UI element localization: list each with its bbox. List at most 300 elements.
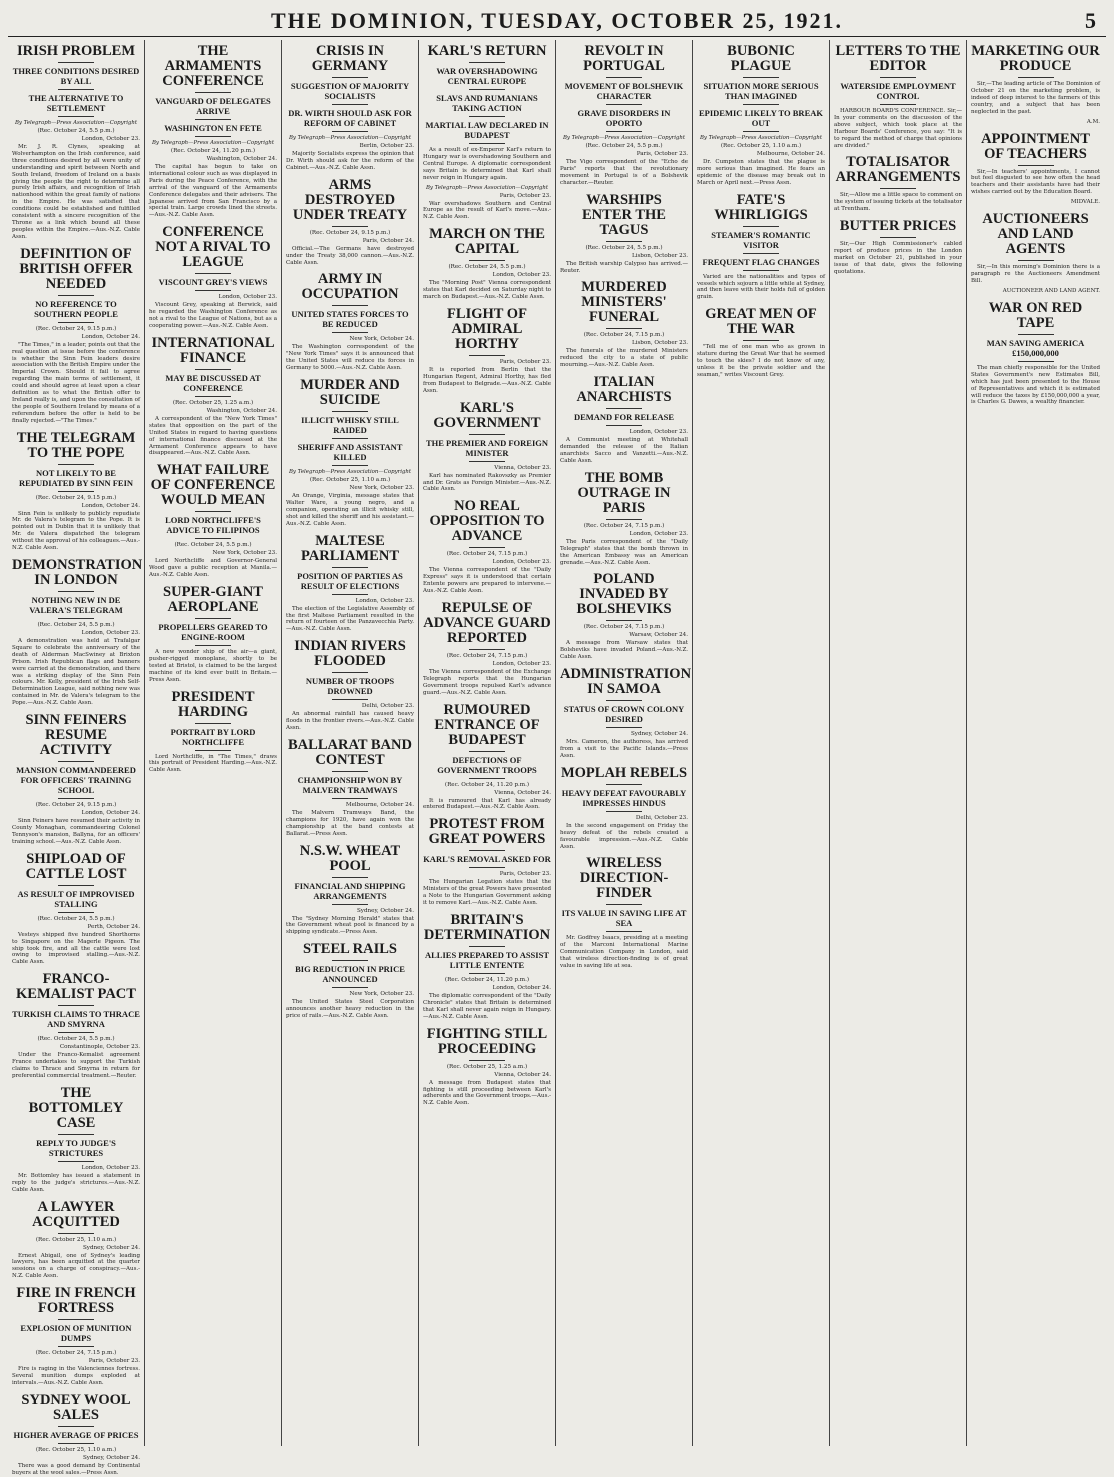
article-subhead: WASHINGTON EN FETE	[164, 123, 262, 133]
article	[560, 375, 688, 465]
article-subhead: WAR OVERSHADOWING CENTRAL EUROPE	[436, 66, 538, 86]
article-headline: N.S.W. WHEAT POOL	[299, 842, 401, 874]
article-headline: WARSHIPS ENTER THE TAGUS	[582, 191, 666, 238]
article	[423, 307, 551, 395]
divider	[1018, 77, 1054, 78]
article-subhead: UNITED STATES FORCES TO BE REDUCED	[291, 309, 409, 330]
article-paragraph: The "Sydney Morning Herald" states that the Government wheat pool is financed by a shipping syndicate.—Press Assn.	[286, 915, 414, 936]
article-dateline: Paris, October 23.	[88, 1358, 140, 1365]
article-paragraph: The capital has begun to take on international colour such as was displayed in Paris during the Peace Conference, with the arrival of the vanguard of the Armaments Conference delegates and their advisers. The Japanese arrived from San Francisco by a special train. Large crowds lined the streets.—Aus.-N.Z. Cable Assn.	[149, 164, 277, 219]
divider	[58, 912, 94, 913]
divider	[195, 396, 231, 397]
article	[423, 227, 551, 301]
divider	[58, 1443, 94, 1444]
divider	[195, 750, 231, 751]
article-headline: FRANCO-KEMALIST PACT	[16, 971, 136, 1003]
article-paragraph: "Tell me of one man who as grown in stature during the Great War that he seemed to touch the skies? I do not know of any, unless it be the private soldier and the seaman," writes Viscount Grey.	[697, 344, 825, 378]
article-paragraph: The Vienna correspondent of the "Daily Express" says it is understood that certain Entente powers are prepared to intervene.—Aus.-N.Z. Cable Assn.	[423, 567, 551, 595]
divider	[606, 241, 642, 242]
article-received: (Rec. October 24, 5.5 p.m.)	[585, 244, 663, 251]
divider	[58, 116, 94, 117]
article-subhead: NOTHING NEW IN DE VALERA'S TELEGRAM	[29, 595, 123, 615]
article-paragraph: Majority Socialists express the opinion that Dr. Wirth should ask for the reform of the Cabinet.—Aus.-N.Z. Cable Assn.	[286, 151, 414, 171]
article-headline: APPOINTMENT OF TEACHERS	[981, 130, 1090, 162]
article-dateline: New York, October 23.	[349, 991, 414, 998]
article-paragraph: An abnormal rainfall has caused heavy floods in the frontier rivers.—Aus.-N.Z. Cable Assn.	[286, 711, 414, 732]
divider	[58, 464, 94, 465]
article-headline: SUPER-GIANT AEROPLANE	[163, 584, 263, 616]
article-subhead: THE ALTERNATIVE TO SETTLEMENT	[28, 93, 124, 113]
article	[560, 280, 688, 369]
article-dateline: London, October 23.	[492, 559, 551, 566]
article-credit: By Telegraph—Press Association—Copyright	[288, 469, 412, 476]
article-headline: MARKETING OUR PRODUCE	[971, 43, 1100, 74]
divider	[606, 727, 642, 728]
article	[286, 844, 414, 937]
article-dateline: Washington, October 24.	[206, 407, 277, 414]
article	[12, 1200, 140, 1281]
masthead	[0, 8, 1114, 34]
divider	[58, 1233, 94, 1234]
article	[12, 431, 140, 552]
divider	[195, 119, 231, 120]
article-headline: KARL'S RETURN	[427, 43, 547, 59]
divider	[332, 877, 368, 878]
article-headline: FLIGHT OF ADMIRAL HORTHY	[447, 305, 527, 352]
article	[286, 272, 414, 372]
divider	[880, 104, 916, 105]
article-received: (Rec. October 24, 7.15 p.m.)	[446, 652, 528, 659]
article-dateline: London, October 23.	[629, 429, 688, 436]
article-received: (Rec. October 24, 7.15 p.m.)	[583, 624, 665, 631]
article-dateline: Constantinople, October 23.	[59, 1044, 140, 1051]
article-dateline: London, October 24.	[81, 333, 140, 340]
article-dateline: London, October 24.	[492, 985, 551, 991]
article-received: (Rec. October 24, 5.5 p.m.)	[448, 264, 526, 271]
divider	[332, 960, 368, 961]
article	[697, 193, 825, 302]
article-dateline: Lisbon, October 23.	[631, 252, 688, 259]
article-credit: By Telegraph—Press Association—Copyright	[699, 135, 823, 141]
article-dateline: Delhi, October 23.	[635, 814, 688, 821]
article-headline: REPULSE OF ADVANCE GUARD REPORTED	[423, 599, 551, 646]
article	[423, 601, 551, 697]
divider	[58, 1426, 94, 1427]
divider	[743, 253, 779, 254]
divider	[606, 408, 642, 409]
divider	[58, 491, 94, 492]
article-paragraph: Sinn Feiners have resumed their activity in County Monaghan, commandeering Colonel Tennyson's mansion, Ballyna, for an officers' training school.—Aus.-N.Z. Cable Assn.	[12, 818, 140, 845]
article-received: (Rec. October 24, 11.20 p.m.)	[170, 148, 256, 154]
article-headline: DEFINITION OF BRITISH OFFER NEEDED	[19, 245, 133, 292]
article-subhead: MANSION COMMANDEERED FOR OFFICERS' TRAINING SCHOOL	[16, 765, 136, 796]
article-dateline: Paris, October 24.	[362, 237, 414, 244]
article-dateline: Vienna, October 24.	[494, 1071, 551, 1078]
newspaper-title: THE DOMINION, TUESDAY, OCTOBER 25, 1921.	[270, 8, 844, 33]
divider	[332, 104, 368, 105]
article-headline: BUTTER PRICES	[839, 218, 957, 235]
article	[12, 1086, 140, 1194]
article-dateline: London, October 23.	[81, 136, 140, 142]
article-subhead: MOVEMENT OF BOLSHEVIK CHARACTER	[564, 81, 684, 101]
divider	[332, 226, 368, 227]
article-subhead: LORD NORTHCLIFFE'S ADVICE TO FILIPINOS	[165, 515, 261, 536]
article	[12, 1393, 140, 1477]
article-paragraph: The Malvern Tramways Band, the champions for 1920, have again won the championship at the band contests at Ballarat.—Press Assn.	[286, 809, 414, 837]
divider	[58, 62, 94, 63]
article-subhead: WATERSIDE EMPLOYMENT CONTROL	[840, 81, 956, 101]
article-paragraph: HARBOUR BOARD'S CONFERENCE. Sir,—In your comments on the discussion of the above subject, which took place at the Harbour Boards' Conference, you say: "It is to regard the method of charge that opinions are divided."	[834, 108, 962, 149]
article-paragraph: Varied are the nationalities and types of vessels which sojourn a little while at Sydney, and then leave with their holds full of golden grain.	[697, 273, 825, 301]
divider	[58, 618, 94, 619]
article-headline: FATE'S WHIRLIGIGS	[714, 191, 808, 223]
article-dateline: London, October 23.	[492, 660, 551, 667]
article	[149, 463, 277, 579]
article-dateline: New York, October 23.	[349, 485, 414, 492]
article-dateline: Sydney, October 24.	[82, 1454, 140, 1461]
divider	[195, 723, 231, 724]
divider	[606, 425, 642, 426]
article-dateline: London, October 23.	[81, 630, 140, 636]
article-headline: INTERNATIONAL FINANCE	[151, 334, 275, 366]
divider	[469, 649, 505, 650]
article-headline: FIGHTING STILL PROCEEDING	[426, 1025, 548, 1057]
article-headline: MALTESE PARLIAMENT	[300, 532, 399, 564]
article-paragraph: The funerals of the murdered Ministers reduced the city to a state of public mourning.—Aus.-N.Z. Cable Assn.	[560, 348, 688, 369]
article-subhead: FREQUENT FLAG CHANGES	[702, 256, 820, 267]
article	[423, 1027, 551, 1108]
article-paragraph: Mrs. Cameron, the authoress, has arrived from a visit to the Pacific Islands.—Press Assn.	[560, 739, 688, 759]
article-subhead: ITS VALUE IN SAVING LIFE AT SEA	[561, 908, 687, 929]
article-headline: MURDER AND SUICIDE	[300, 377, 400, 409]
article-headline: SINN FEINERS RESUME ACTIVITY	[25, 712, 127, 759]
divider	[1018, 361, 1054, 362]
article	[149, 225, 277, 330]
article	[149, 585, 277, 684]
article-subhead: THE PREMIER AND FOREIGN MINISTER	[425, 437, 549, 458]
article-received: (Rec. October 24, 5.5 p.m.)	[37, 1036, 115, 1043]
article-dateline: New York, October 23.	[212, 550, 277, 557]
article-dateline: Paris, October 23.	[636, 151, 688, 157]
article-dateline: Warsaw, October 24.	[629, 632, 688, 639]
article-received: (Rec. October 24, 5.5 p.m.)	[37, 622, 115, 628]
article-headline: THE BOMB OUTRAGE IN PARIS	[577, 469, 671, 516]
column-7	[830, 40, 967, 1446]
divider	[332, 438, 368, 439]
divider	[1018, 334, 1054, 335]
divider	[58, 1319, 94, 1320]
article	[12, 44, 140, 241]
article	[286, 534, 414, 634]
article-subhead: STEAMER'S ROMANTIC VISITOR	[711, 229, 811, 250]
article-received: (Rec. October 25, 1.10 a.m.)	[720, 143, 802, 149]
article	[423, 44, 551, 221]
article	[423, 913, 551, 1021]
divider	[195, 645, 231, 646]
article-dateline: Lisbon, October 23.	[631, 340, 688, 347]
article-subhead: AS RESULT OF IMPROVISED STALLING	[17, 888, 135, 909]
article-paragraph: The Hungarian Legation states that the Ministers of the great Powers have presented a Note to the Hungarian Government asking it to remove Karl.—Aus.-N.Z. Cable Assn.	[423, 879, 551, 907]
divider	[606, 519, 642, 520]
divider	[606, 931, 642, 932]
divider	[880, 77, 916, 78]
article-subhead: DEFECTIONS OF GOVERNMENT TROOPS	[437, 754, 537, 775]
article-received: (Rec. October 24, 5.5 p.m.)	[37, 128, 115, 134]
article-headline: THE ARMAMENTS CONFERENCE	[162, 43, 264, 89]
article-headline: LETTERS TO THE EDITOR	[835, 43, 961, 74]
divider	[469, 850, 505, 851]
article-paragraph: As a result of ex-Emperor Karl's return to Hungary war is overshadowing Southern and Central Europe. A diplomatic correspondent says Britain is determined that Karl shall never reign in Hungary again.	[423, 147, 551, 181]
article-subhead: TURKISH CLAIMS TO THRACE AND SMYRNA	[12, 1009, 140, 1030]
divider	[880, 188, 916, 189]
article-paragraph: The man chiefly responsible for the United States Government's new Estimates Bill, which has just been presented to the House of Representatives and which it is estimated will reduce the taxes by £150,000,000 a year, is Charles G. Dawes, a wealthy financier.	[971, 364, 1100, 406]
column-2	[145, 40, 282, 1446]
article-received: (Rec. October 25, 1.10 a.m.)	[35, 1236, 117, 1243]
article-received: (Rec. October 24, 9.15 p.m.)	[35, 802, 117, 809]
column-5	[556, 40, 693, 1446]
divider	[606, 620, 642, 621]
article-subhead: PORTRAIT BY LORD NORTHCLIFFE	[170, 726, 256, 747]
article-headline: MARCH ON THE CAPITAL	[429, 226, 545, 258]
article-paragraph: Sir,—In this morning's Dominion there is a paragraph re the Auctioneers Amendment Bill.	[971, 264, 1100, 284]
article	[834, 219, 962, 276]
article-dateline: Paris, October 23.	[499, 192, 551, 199]
article-paragraph: The United States Steel Corporation announces another heavy reduction in the price of rails.—Aus.-N.Z. Cable Assn.	[286, 999, 414, 1020]
article-credit: By Telegraph—Press Association—Copyright	[288, 135, 412, 141]
article-headline: NO REAL OPPOSITION TO ADVANCE	[429, 498, 545, 545]
divider	[58, 798, 94, 799]
divider	[195, 538, 231, 539]
divider	[332, 567, 368, 568]
article-paragraph: Karl has nominated Rakovszky as Premier and Dr. Grats as Foreign Minister.—Aus.-N.Z. Cable Assn.	[423, 472, 551, 493]
article-received: (Rec. October 25, 1.10 a.m.)	[309, 477, 391, 484]
article	[12, 557, 143, 707]
article-paragraph: Ernest Abigail, one of Sydney's leading lawyers, has been acquitted at the quarter sessions on a charge of conspiracy.—Aus.-N.Z. Cable Assn.	[12, 1252, 140, 1280]
article-subhead: MAY BE DISCUSSED AT CONFERENCE	[165, 372, 261, 393]
article	[286, 942, 414, 1020]
article-credit: By Telegraph—Press Association—Copyright	[151, 140, 275, 146]
divider	[743, 270, 779, 271]
article-received: (Rec. October 24, 5.5 p.m.)	[585, 143, 663, 149]
divider	[743, 226, 779, 227]
divider	[195, 273, 231, 274]
article-dateline: London, October 24.	[81, 810, 140, 817]
article	[149, 336, 277, 457]
column-1	[8, 40, 145, 1476]
article-subhead: NUMBER OF TROOPS DROWNED	[305, 676, 395, 697]
article-headline: GREAT MEN OF THE WAR	[705, 306, 817, 338]
article	[560, 666, 692, 760]
article-headline: CRISIS IN GERMANY	[311, 43, 389, 74]
article-paragraph: Mr. J. R. Clynes, speaking at Wolverhampton on the Irish conference, said three conditions desired by all were unity of understanding and spirit between North and South Ireland, freedom of Ireland on a basis giving the people the right to determine all purely Irish affairs, and recognition of Irish nationhood within the great family of nations in the Empire. He was satisfied that conditions could be established and fulfilled consistent with a sincere recognition of the Throne as a link which bound all these peoples within the Empire.—Aus.-N.Z. Cable Assn.	[12, 144, 140, 240]
article-headline: MURDERED MINISTERS' FUNERAL	[581, 279, 667, 326]
article-paragraph: The Vienna correspondent of the Exchange Telegraph reports that the Hungarian Government troops repulsed Karl's advance guard.—Aus.-N.Z. Cable Assn.	[423, 668, 551, 696]
article-signature: AUCTIONEER AND LAND AGENT.	[1002, 287, 1100, 294]
article-dateline: London, October 23.	[629, 530, 688, 537]
article-received: (Rec. October 25, 1.25 a.m.)	[172, 399, 254, 406]
article-subhead: MAN SAVING AMERICA £150,000,000	[986, 337, 1085, 358]
divider	[332, 699, 368, 700]
article-paragraph: A Communist meeting at Whitehall demanded the release of the Italian anarchists Sacco and Vanzetti.—Aus.-N.Z. Cable Assn.	[560, 437, 688, 464]
divider	[332, 904, 368, 905]
divider	[606, 811, 642, 812]
article-headline: REVOLT IN PORTUGAL	[583, 43, 665, 74]
article	[423, 499, 551, 595]
article-paragraph: Mr. Godfrey Isaacs, presiding at a meeting of the Marconi International Marine Communication Company in London, said that wireless direction-finding is of great value in saving life at sea.	[560, 935, 688, 970]
article-paragraph: The diplomatic correspondent of the "Daily Chronicle" states that Britain is determined that Karl shall never again reign in Hungary.—Aus.-N.Z. Cable Assn.	[423, 993, 551, 1020]
divider	[469, 143, 505, 144]
article-received: (Rec. October 24, 11.20 p.m.)	[444, 781, 530, 788]
article-subhead: KARL'S REMOVAL ASKED FOR	[423, 854, 551, 865]
article-paragraph: Sir,—Allow me a little space to comment on the system of issuing tickets at the totalisator at Trentham.	[834, 192, 962, 213]
divider	[332, 332, 368, 333]
divider	[469, 260, 505, 261]
divider	[606, 328, 642, 329]
article-paragraph: Sir,—The leading article of The Dominion of October 21 on the marketing problem, is indeed of deep interest to the farmers of this country, and a subject that has been neglected in the past.	[971, 81, 1100, 115]
column-3	[282, 40, 419, 1446]
divider	[332, 77, 368, 78]
article-paragraph: Dr. Cumpston states that the plague is more serious than imagined. He fears an epidemic of the disease may break out in March or April next.—Press Assn.	[697, 159, 825, 186]
article-headline: PRESIDENT HARDING	[171, 688, 255, 720]
article-subhead: FINANCIAL AND SHIPPING ARRANGEMENTS	[294, 880, 406, 901]
article-headline: AUCTIONEERS AND LAND AGENTS	[982, 211, 1089, 258]
article-received: (Rec. October 24, 9.15 p.m.)	[35, 494, 117, 501]
article-headline: WHAT FAILURE OF CONFERENCE WOULD MEAN	[150, 462, 276, 509]
article-subhead: SLAVS AND RUMANIANS TAKING ACTION	[436, 93, 538, 113]
article-paragraph: Viscount Grey, speaking at Berwick, said he regarded the Washington Conference as not a rival to the League of Nations, but as a cooperating power.—Aus.-N.Z. Cable Assn.	[149, 302, 277, 329]
divider	[195, 511, 231, 512]
article-headline: TOTALISATOR ARRANGEMENTS	[835, 154, 961, 186]
divider	[58, 89, 94, 90]
article-paragraph: Sir,—In teachers' appointments, I cannot but feel disgusted to see how often the head teachers and their assistants have had their wishes carried out by the Education Board.	[971, 168, 1100, 196]
article-headline: BALLARAT BAND CONTEST	[288, 736, 412, 768]
article-dateline: New York, October 24.	[349, 336, 414, 343]
article	[423, 703, 551, 812]
article	[560, 856, 688, 970]
article-dateline: Berlin, October 23.	[359, 143, 414, 149]
article-dateline: Sydney, October 24.	[630, 731, 688, 738]
divider	[332, 771, 368, 772]
article	[971, 212, 1100, 295]
divider	[332, 798, 368, 799]
article-headline: BRITAIN'S DETERMINATION	[423, 912, 551, 943]
article-subhead: DR. WIRTH SHOULD ASK FOR REFORM OF CABINET	[288, 108, 412, 128]
divider	[58, 295, 94, 296]
article	[560, 766, 688, 851]
article-dateline: Paris, October 23.	[499, 871, 551, 878]
article-subhead: STATUS OF CROWN COLONY DESIRED	[563, 704, 685, 725]
article	[560, 44, 688, 187]
article-signature: A.M.	[1086, 118, 1100, 125]
article-headline: THE BOTTOMLEY CASE	[28, 1084, 124, 1131]
article-paragraph: It is reported from Berlin that the Hungarian Regent, Admiral Horthy, has fled from Budapest to Belgrade.—Aus.-N.Z. Cable Assn.	[423, 366, 551, 394]
article-headline: ARMY IN OCCUPATION	[301, 271, 399, 303]
column-8	[967, 40, 1104, 1446]
article-subhead: POSITION OF PARTIES AS RESULT OF ELECTIONS	[297, 570, 403, 591]
article-headline: FIRE IN FRENCH FORTRESS	[16, 1285, 136, 1317]
article-paragraph: Lord Northcliffe and Governor-General Wood gave a public reception at Manila.—Aus.-N.Z. Cable Assn.	[149, 558, 277, 579]
article-subhead: HIGHER AVERAGE OF PRICES	[13, 1429, 139, 1440]
article-headline: ADMINISTRATION IN SAMOA	[560, 666, 692, 698]
article	[834, 155, 962, 213]
article-received: (Rec. October 24, 7.15 p.m.)	[583, 332, 665, 339]
divider	[332, 305, 368, 306]
divider	[195, 369, 231, 370]
article-received: (Rec. October 24, 5.5 p.m.)	[37, 915, 115, 922]
article-dateline: Delhi, October 23.	[361, 703, 414, 710]
divider	[332, 672, 368, 673]
article-paragraph: An Orange, Virginia, message states that Walter Ware, a young negro, and a companion, operating an illicit whisky still, shot and killed the sheriff and his assistant.—Aus.-N.Z. Cable Assn.	[286, 493, 414, 527]
article	[12, 247, 140, 425]
article-headline: ITALIAN ANARCHISTS	[576, 374, 672, 406]
article-subhead: BIG REDUCTION IN PRICE ANNOUNCED	[295, 964, 405, 985]
article-headline: CONFERENCE NOT A RIVAL TO LEAGUE	[155, 224, 271, 271]
article-dateline: Perth, October 24.	[87, 923, 140, 930]
article-credit: By Telegraph—Press Association—Copyright	[14, 120, 138, 126]
divider	[58, 1032, 94, 1033]
article-paragraph: The Vigo correspondent of the "Echo de Paris" reports that the revolutionary movement in Portugal is of a Bolshevik character.—Reuter.	[560, 159, 688, 186]
divider	[469, 778, 505, 779]
divider	[606, 784, 642, 785]
divider	[332, 411, 368, 412]
divider	[469, 116, 505, 117]
article	[286, 178, 414, 267]
article-headline: KARL'S GOVERNMENT	[433, 399, 541, 431]
article-credit: By Telegraph—Press Association—Copyright	[425, 184, 549, 191]
divider	[1018, 165, 1054, 166]
article-subhead: GRAVE DISORDERS IN OPORTO	[577, 108, 671, 128]
article-paragraph: Fire is raging in the Valenciennes fortress. Several munition dumps exploded at intervals.—Aus.-N.Z. Cable Assn.	[12, 1366, 140, 1386]
article-paragraph: The "Morning Post" Vienna correspondent states that Karl decided on Saturday night to march on Budapest.—Aus.-N.Z. Cable Assn.	[423, 280, 551, 301]
column-4	[419, 40, 556, 1446]
article-headline: ARMS DESTROYED UNDER TREATY	[292, 176, 408, 223]
divider	[606, 77, 642, 78]
article-paragraph: The Washington correspondent of the "New York Times" says it is announced that the United States will reduce its forces in Germany to 5000.—Aus.-N.Z. Cable Assn.	[286, 344, 414, 372]
divider	[58, 885, 94, 886]
divider	[58, 1134, 94, 1135]
article-dateline: Sydney, October 24.	[356, 907, 414, 914]
article	[697, 44, 825, 187]
article	[12, 713, 140, 846]
article-paragraph: A message from Budapest states that fighting is still proceeding between Karl's adherents and the Government troops.—Aus.-N.Z. Cable Assn.	[423, 1079, 551, 1107]
divider	[58, 322, 94, 323]
article-headline: A LAWYER ACQUITTED	[32, 1198, 120, 1230]
article-credit: By Telegraph—Press Association—Copyright	[562, 135, 686, 141]
article-paragraph: The British warship Calypso has arrived.—Reuter.	[560, 260, 688, 274]
article-subhead: SHERIFF AND ASSISTANT KILLED	[297, 442, 403, 463]
column-6	[693, 40, 830, 1446]
article-subhead: PROPELLERS GEARED TO ENGINE-ROOM	[158, 622, 268, 643]
article-subhead: ALLIES PREPARED TO ASSIST LITTLE ENTENTE	[424, 950, 549, 970]
article-paragraph: A new wonder ship of the air—a giant, pusher-rigged monoplane, shortly to be tested at Bristol, is claimed to be the largest machine of its kind ever built in Britain.—Press Assn.	[149, 649, 277, 683]
article-dateline: London, October 23.	[492, 272, 551, 279]
article-dateline: London, October 23.	[355, 597, 414, 604]
article-paragraph: Sinn Fein is unlikely to publicly repudiate Mr. de Valera's telegram to the Pope. It is pointed out in Dublin that it is unlikely that Mr. de Valera dispatched the telegram without the approval of his colleagues.—Aus.-N.Z. Cable Assn.	[12, 510, 140, 552]
article-paragraph: Sir,—Our High Commissioner's cabled report of produce prices in the London market on October 21, published in your issue of that date, gives the following quotations.	[834, 241, 962, 275]
article-paragraph: In the second engagement on Friday the heavy defeat of the rebels created a favourable impression.—Aus.-N.Z. Cable Assn.	[560, 822, 688, 850]
article-headline: RUMOURED ENTRANCE OF BUDAPEST	[434, 701, 540, 748]
article-subhead: SITUATION MORE SERIOUS THAN IMAGINED	[703, 81, 819, 101]
article	[560, 471, 688, 567]
divider	[606, 131, 642, 132]
article-dateline: London, October 23.	[218, 294, 277, 301]
newspaper-columns	[8, 40, 1106, 1476]
divider	[469, 434, 505, 435]
masthead-rule	[8, 36, 1106, 37]
divider	[332, 131, 368, 132]
article-received: (Rec. October 25, 1.10 a.m.)	[35, 1446, 117, 1453]
article	[286, 639, 414, 732]
